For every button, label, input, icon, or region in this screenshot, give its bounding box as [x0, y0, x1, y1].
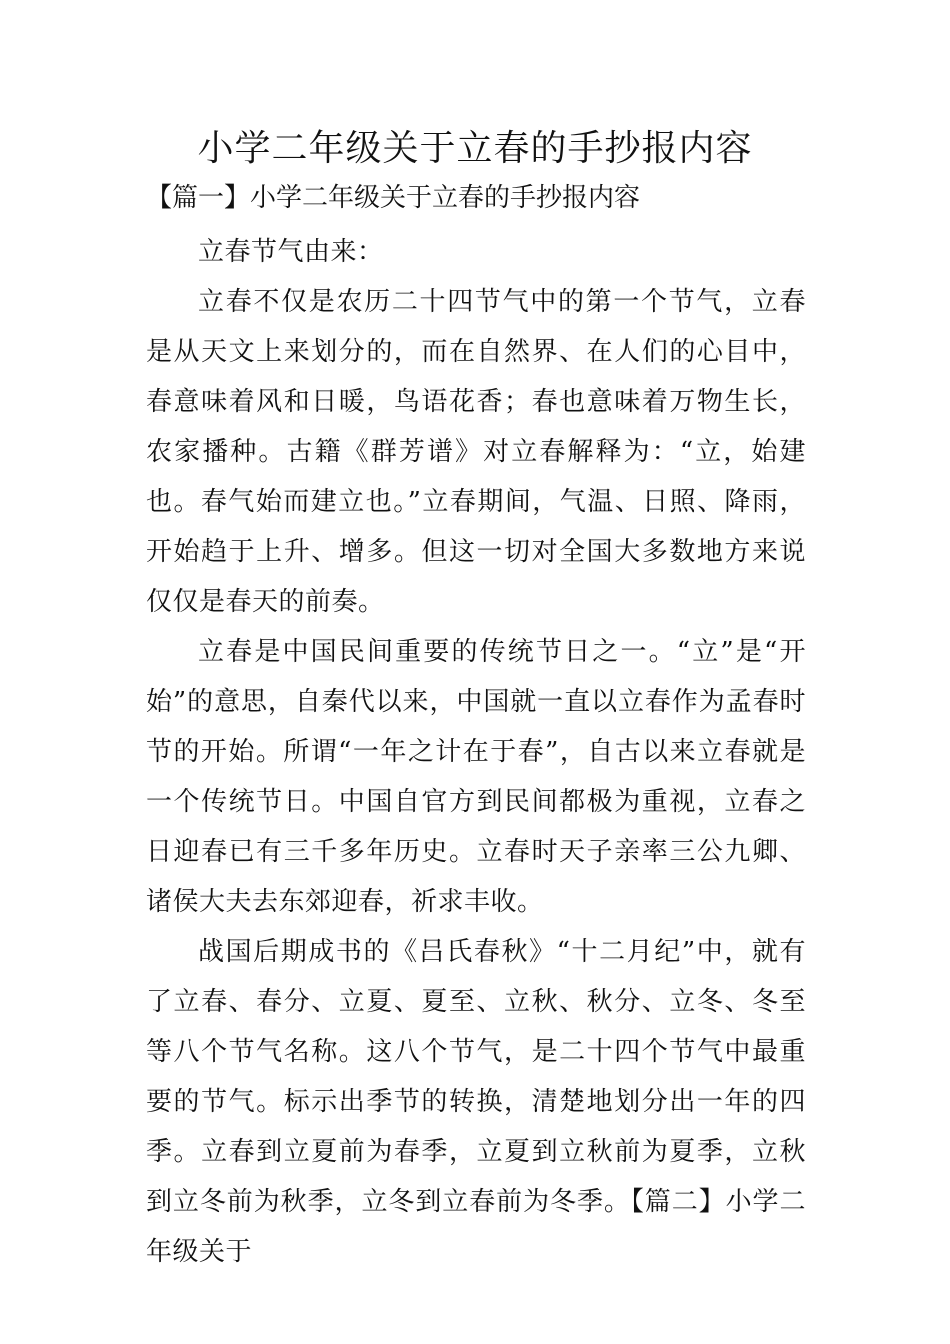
section-heading: 立春节气由来： [198, 237, 384, 267]
paragraph-2: 立春是中国民间重要的传统节日之一。“立”是“开始”的意思，自秦代以来，中国就一直以立春作为孟春时节的开始。所谓“一年之计在于春”，自古以来立春就是一个传统节日。中国自官方到民间都极为重视，立春之日迎春已有三千多年历史。立春时天子亲率三公九卿、诸侯大夫去东郊迎春，祈求丰收。 [146, 637, 806, 917]
document-subtitle: 【篇一】小学二年级关于立春的手抄报内容 [146, 183, 641, 213]
document-body [146, 227, 806, 1277]
paragraph-3: 战国后期成书的《吕氏春秋》“十二月纪”中，就有了立春、春分、立夏、夏至、立秋、秋分、立冬、冬至等八个节气名称。这八个节气，是二十四个节气中最重要的节气。标示出季节的转换，清楚地划分出一年的四季。立春到立夏前为春季，立夏到立秋前为夏季，立秋到立冬前为秋季，立冬到立春前为冬季。【篇二】小学二年级关于 [146, 937, 806, 1267]
paragraph-1: 立春不仅是农历二十四节气中的第一个节气，立春是从天文上来划分的，而在自然界、在人们的心目中，春意味着风和日暖，鸟语花香；春也意味着万物生长，农家播种。古籍《群芳谱》对立春解释为：“立，始建也。春气始而建立也。”立春期间，气温、日照、降雨，开始趋于上升、增多。但这一切对全国大多数地方来说仅仅是春天的前奏。 [146, 287, 806, 617]
document-title: 小学二年级关于立春的手抄报内容 [197, 128, 753, 169]
